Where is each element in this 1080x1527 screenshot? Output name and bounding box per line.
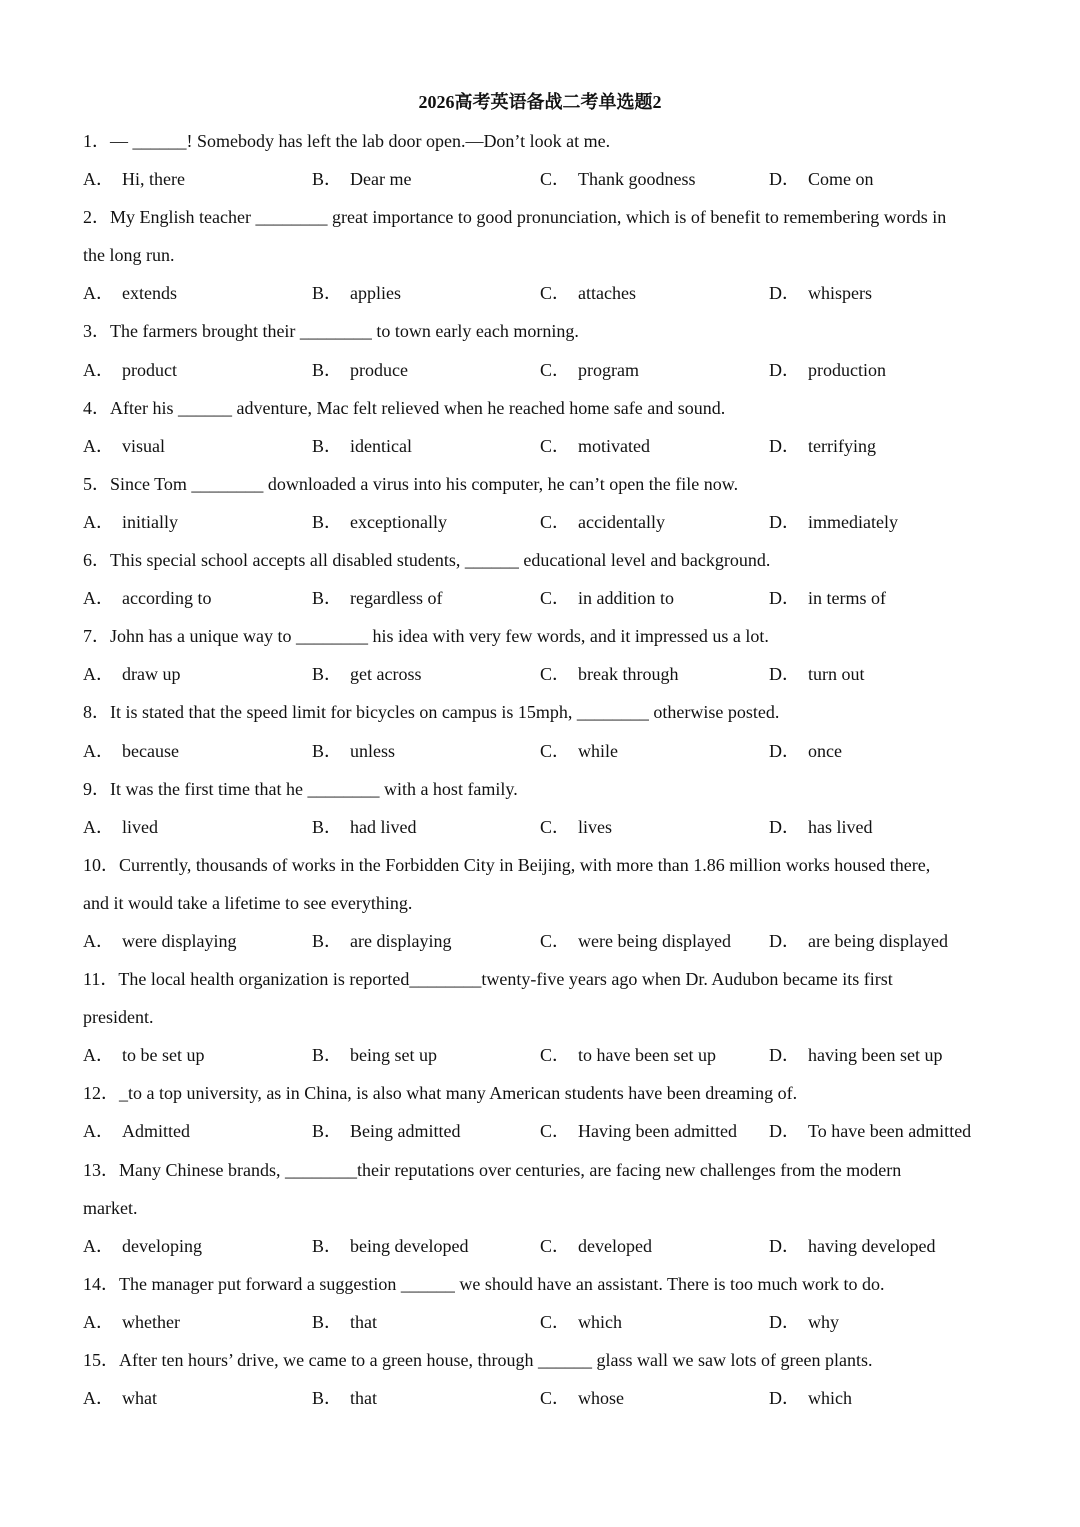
option-text: lives [578, 816, 613, 837]
question-item [83, 770, 1003, 846]
option-a [83, 1227, 202, 1265]
option-letter: D． [769, 1045, 800, 1066]
option-letter: D． [769, 1235, 800, 1256]
option-letter: D． [769, 435, 800, 456]
option-text: motivated [578, 435, 650, 456]
option-c [540, 1112, 737, 1150]
option-letter: D． [769, 359, 800, 380]
option-text: whether [122, 1311, 180, 1332]
option-c [540, 1227, 652, 1265]
option-row [83, 1303, 1003, 1341]
option-d [769, 808, 873, 846]
option-b [312, 1303, 377, 1341]
option-a [83, 1379, 157, 1417]
option-letter: A． [83, 359, 114, 380]
option-letter: B． [312, 1388, 343, 1409]
option-text: applies [350, 283, 402, 304]
option-c [540, 1303, 622, 1341]
option-d [769, 1036, 942, 1074]
option-text: regardless of [350, 588, 443, 609]
option-letter: A． [83, 511, 114, 532]
option-letter: B． [312, 435, 343, 456]
option-letter: C． [540, 1388, 571, 1409]
option-letter: D． [769, 1311, 800, 1332]
option-b [312, 1379, 377, 1417]
option-letter: C． [540, 283, 571, 304]
question-stem-line: 11．The local health organization is reported________twenty-five years ago when Dr. Audubon became its first [83, 969, 893, 990]
option-text: produce [350, 359, 408, 380]
question-stem-line: and it would take a lifetime to see everything. [83, 892, 413, 913]
option-text: whispers [808, 283, 872, 304]
option-text: that [350, 1311, 378, 1332]
option-row [83, 274, 1003, 312]
question-stem-line: 6．This special school accepts all disabled students, ______ educational level and background. [83, 550, 771, 571]
option-d [769, 1303, 839, 1341]
option-text: to have been set up [578, 1045, 716, 1066]
option-letter: A． [83, 930, 114, 951]
option-text: get across [350, 664, 422, 685]
option-d [769, 427, 876, 465]
option-letter: A． [83, 1045, 114, 1066]
question-stem-line: 10．Currently, thousands of works in the Forbidden City in Beijing, with more than 1.86 million works housed there, [83, 854, 931, 875]
option-letter: B． [312, 359, 343, 380]
option-text: extends [122, 283, 177, 304]
option-b [312, 808, 417, 846]
option-b [312, 1112, 461, 1150]
option-text: product [122, 359, 177, 380]
option-b [312, 922, 452, 960]
option-d [769, 503, 898, 541]
option-text: having been set up [808, 1045, 943, 1066]
option-c [540, 1379, 624, 1417]
option-letter: A． [83, 664, 114, 685]
option-letter: B． [312, 1311, 343, 1332]
option-a [83, 427, 165, 465]
option-letter: C． [540, 816, 571, 837]
option-letter: D． [769, 740, 800, 761]
option-letter: D． [769, 816, 800, 837]
option-row [83, 351, 1003, 389]
question-stem-line: 13．Many Chinese brands, ________their reputations over centuries, are facing new challenges from the modern [83, 1159, 902, 1180]
option-row [83, 1227, 1003, 1265]
option-letter: A． [83, 1235, 114, 1256]
option-text: break through [578, 664, 679, 685]
option-letter: B． [312, 1121, 343, 1142]
option-a [83, 1036, 205, 1074]
question-item [83, 617, 1003, 693]
option-letter: C． [540, 1121, 571, 1142]
question-item [83, 1151, 1003, 1265]
question-item [83, 960, 1003, 1074]
question-stem-line: 14．The manager put forward a suggestion ______ we should have an assistant. There is too much work to do. [83, 1273, 885, 1294]
option-text: are displaying [350, 930, 452, 951]
question-item [83, 122, 1003, 198]
option-text: in addition to [578, 588, 675, 609]
option-letter: B． [312, 1235, 343, 1256]
question-stem-line: 15．After ten hours’ drive, we came to a green house, through ______ glass wall we saw lots of green plants. [83, 1350, 873, 1370]
question-item [83, 541, 1003, 617]
option-text: having developed [808, 1235, 936, 1256]
option-c [540, 732, 618, 770]
question-stem-line: president. [83, 1007, 154, 1028]
option-row [83, 808, 1003, 846]
question-item [83, 198, 1003, 312]
option-text: why [808, 1311, 839, 1332]
option-c [540, 922, 731, 960]
option-text: had lived [350, 816, 417, 837]
option-c [540, 160, 696, 198]
option-text: exceptionally [350, 511, 447, 532]
option-text: which [808, 1388, 852, 1409]
option-text: Hi, there [122, 169, 185, 190]
question-stem-line: 9．It was the first time that he ________ with a host family. [83, 778, 518, 799]
option-b [312, 579, 442, 617]
option-b [312, 160, 411, 198]
option-row [83, 1112, 1003, 1150]
option-letter: D． [769, 169, 800, 190]
option-letter: C． [540, 1235, 571, 1256]
option-text: Admitted [122, 1121, 190, 1142]
option-text: were displaying [122, 930, 237, 951]
option-letter: C． [540, 359, 571, 380]
option-text: in terms of [808, 588, 886, 609]
option-d [769, 1112, 971, 1150]
option-row [83, 160, 1003, 198]
option-letter: C． [540, 740, 571, 761]
question-stem-line: market. [83, 1197, 138, 1218]
option-d [769, 579, 886, 617]
question-stem-line: 5．Since Tom ________ downloaded a virus into his computer, he can’t open the file now. [83, 473, 739, 494]
option-text: attaches [578, 283, 636, 304]
option-letter: C． [540, 664, 571, 685]
option-text: to be set up [122, 1045, 205, 1066]
option-letter: D． [769, 283, 800, 304]
option-row [83, 732, 1003, 770]
option-c [540, 351, 639, 389]
option-d [769, 274, 872, 312]
question-stem-line: 3．The farmers brought their ________ to town early each morning. [83, 321, 579, 342]
option-text: Come on [808, 169, 874, 190]
option-a [83, 503, 178, 541]
option-text: program [578, 359, 639, 380]
option-a [83, 579, 211, 617]
question-item [83, 389, 1003, 465]
option-text: turn out [808, 664, 865, 685]
option-letter: B． [312, 1045, 343, 1066]
option-a [83, 160, 185, 198]
option-d [769, 732, 842, 770]
option-text: developing [122, 1235, 202, 1256]
option-letter: B． [312, 664, 343, 685]
option-a [83, 274, 177, 312]
option-letter: C． [540, 588, 571, 609]
option-letter: B． [312, 588, 343, 609]
option-letter: B． [312, 930, 343, 951]
option-text: that [350, 1388, 378, 1409]
option-d [769, 655, 865, 693]
option-d [769, 922, 948, 960]
option-letter: A． [83, 1388, 114, 1409]
question-stem-line: 7．John has a unique way to ________ his idea with very few words, and it impressed us a lot. [83, 626, 769, 647]
option-text: what [122, 1388, 157, 1409]
option-text: identical [350, 435, 412, 456]
option-letter: A． [83, 588, 114, 609]
option-text: terrifying [808, 435, 876, 456]
question-stem-line: 12．_to a top university, as in China, is also what many American students have been dreaming of. [83, 1083, 798, 1104]
option-text: are being displayed [808, 930, 948, 951]
option-c [540, 655, 678, 693]
option-letter: B． [312, 283, 343, 304]
option-c [540, 503, 665, 541]
option-a [83, 808, 158, 846]
option-b [312, 732, 395, 770]
option-text: lived [122, 816, 158, 837]
option-text: visual [122, 435, 165, 456]
option-text: being developed [350, 1235, 469, 1256]
option-text: Thank goodness [578, 169, 696, 190]
option-letter: D． [769, 1121, 800, 1142]
option-letter: A． [83, 1121, 114, 1142]
option-row [83, 503, 1003, 541]
question-stem-line: the long run. [83, 245, 175, 266]
option-b [312, 351, 408, 389]
option-text: To have been admitted [808, 1121, 972, 1142]
option-letter: B． [312, 740, 343, 761]
option-d [769, 160, 874, 198]
option-letter: D． [769, 1388, 800, 1409]
option-letter: C． [540, 930, 571, 951]
option-row [83, 1036, 1003, 1074]
option-text: initially [122, 511, 178, 532]
option-letter: A． [83, 435, 114, 456]
question-stem-line: 2．My English teacher ________ great importance to good pronunciation, which is of benefit to remembering words in [83, 207, 947, 228]
option-letter: A． [83, 816, 114, 837]
option-text: whose [578, 1388, 625, 1409]
option-letter: B． [312, 816, 343, 837]
option-a [83, 1112, 190, 1150]
option-text: immediately [808, 511, 898, 532]
option-letter: C． [540, 1045, 571, 1066]
option-row [83, 655, 1003, 693]
question-stem-line: 1．— ______! Somebody has left the lab door open.—Don’t look at me. [83, 131, 611, 151]
option-row [83, 922, 1003, 960]
question-list [83, 122, 1003, 1417]
question-item [83, 1074, 1003, 1150]
option-row [83, 579, 1003, 617]
option-text: which [578, 1311, 623, 1332]
option-letter: A． [83, 169, 114, 190]
option-letter: B． [312, 511, 343, 532]
option-text: once [808, 740, 842, 761]
option-d [769, 1379, 852, 1417]
option-c [540, 579, 674, 617]
option-letter: B． [312, 169, 343, 190]
option-letter: C． [540, 1311, 571, 1332]
option-b [312, 427, 412, 465]
option-a [83, 1303, 180, 1341]
option-a [83, 655, 180, 693]
option-text: developed [578, 1235, 652, 1256]
question-item [83, 846, 1003, 960]
option-row [83, 1379, 1003, 1417]
question-item [83, 1265, 1003, 1341]
option-letter: C． [540, 511, 571, 532]
option-text: Being admitted [350, 1121, 461, 1142]
option-text: while [578, 740, 619, 761]
option-text: being set up [350, 1045, 438, 1066]
option-letter: C． [540, 169, 571, 190]
question-stem-line: 8．It is stated that the speed limit for bicycles on campus is 15mph, ________ otherwise posted. [83, 702, 780, 723]
option-text: unless [350, 740, 396, 761]
option-a [83, 351, 177, 389]
option-letter: D． [769, 930, 800, 951]
option-text: according to [122, 588, 212, 609]
option-c [540, 1036, 716, 1074]
option-text: because [122, 740, 179, 761]
option-text: draw up [122, 664, 181, 685]
option-b [312, 1036, 437, 1074]
option-text: were being displayed [578, 930, 731, 951]
question-item [83, 1341, 1003, 1417]
option-b [312, 274, 401, 312]
question-item [83, 465, 1003, 541]
option-text: production [808, 359, 886, 380]
option-b [312, 655, 422, 693]
option-c [540, 427, 650, 465]
option-a [83, 732, 179, 770]
question-item [83, 693, 1003, 769]
option-letter: A． [83, 1311, 114, 1332]
option-a [83, 922, 236, 960]
option-letter: A． [83, 283, 114, 304]
option-letter: D． [769, 511, 800, 532]
option-letter: A． [83, 740, 114, 761]
option-text: Having been admitted [578, 1121, 737, 1142]
option-b [312, 1227, 468, 1265]
question-stem-line: 4．After his ______ adventure, Mac felt relieved when he reached home safe and sound. [83, 397, 726, 418]
page-title: 2026高考英语备战二考单选题2 [418, 92, 662, 112]
option-d [769, 351, 886, 389]
option-letter: D． [769, 588, 800, 609]
option-text: Dear me [350, 169, 412, 190]
option-b [312, 503, 447, 541]
option-text: accidentally [578, 511, 665, 532]
option-letter: C． [540, 435, 571, 456]
option-c [540, 808, 612, 846]
option-letter: D． [769, 664, 800, 685]
option-row [83, 427, 1003, 465]
option-c [540, 274, 636, 312]
option-text: has lived [808, 816, 873, 837]
option-d [769, 1227, 935, 1265]
question-item [83, 312, 1003, 388]
